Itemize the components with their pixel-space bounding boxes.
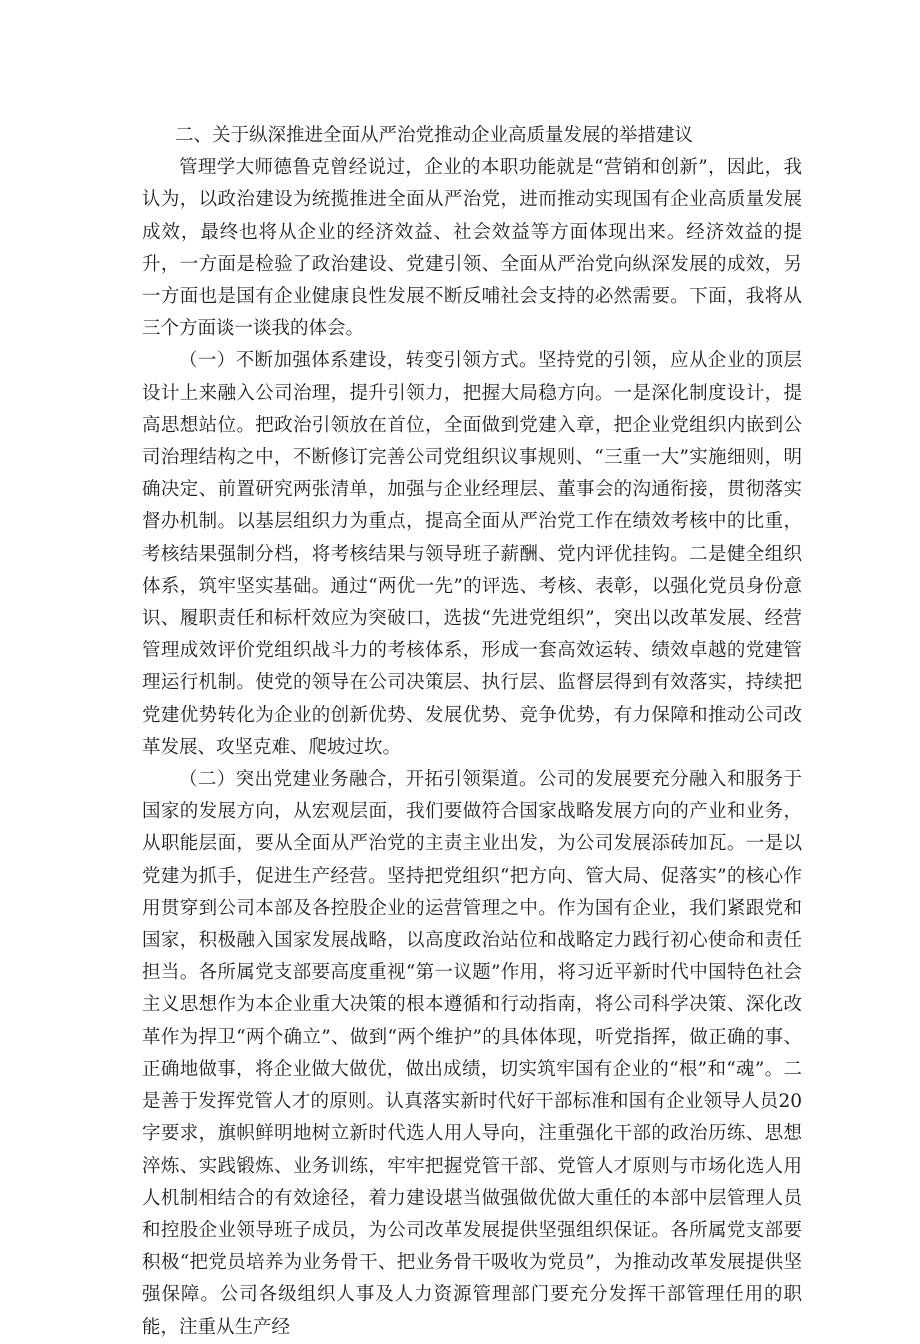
paragraph-system-building: （一）不断加强体系建设，转变引领方式。坚持党的引领，应从企业的顶层设计上来融入公司治理，提升引领力，把握大局稳方向。一是深化制度设计，提高思想站位。把政治引领放在首位，全面做到党建入章，把企业党组织内嵌到公司治理结构之中，不断修订完善公司党组织议事规则、“三重一大”实施细则，明确决定、前置研究两张清单，加强与企业经理层、董事会的沟通衔接，贯彻落实督办机制。以基层组织力为重点，提高全面从严治党工作在绩效考核中的比重，考核结果强制分档，将考核结果与领导班子薪酬、党内评优挂钩。二是健全组织体系，筑牢坚实基础。通过“两优一先”的评选、考核、表彰，以强化党员身份意识、履职责任和标杆效应为突破口，选拔“先进党组织”，突出以改革发展、经营管理成效评价党组织战斗力的考核体系，形成一套高效运转、绩效卓越的党建管理运行机制。使党的领导在公司决策层、执行层、监督层得到有效落实，持续把党建优势转化为企业的创新优势、发展优势、竞争优势，有力保障和推动公司改革发展、攻坚克难、爬坡过坎。 bbox=[142, 350, 802, 758]
section-heading: 二、关于纵深推进全面从严治党推动企业高质量发展的举措建议 bbox=[175, 125, 694, 146]
paragraph-intro: 管理学大师德鲁克曾经说过，企业的本职功能就是“营销和创新”，因此，我认为，以政治建设为统揽推进全面从严治党，进而推动实现国有企业高质量发展成效，最终也将从企业的经济效益、社会效益等方面体现出来。经济效益的提升，一方面是检验了政治建设、党建引领、全面从严治党向纵深发展的成效，另一方面也是国有企业健康良性发展不断反哺社会支持的必然需要。下面，我将从三个方面谈一谈我的体会。 bbox=[142, 157, 802, 340]
document-page bbox=[142, 120, 802, 1344]
paragraph-business-integration: （二）突出党建业务融合，开拓引领渠道。公司的发展要充分融入和服务于国家的发展方向，从宏观层面，我们要做符合国家战略发展方向的产业和业务，从职能层面，要从全面从严治党的主责主业出发，为公司发展添砖加瓦。一是以党建为抓手，促进生产经营。坚持把党组织“把方向、管大局、促落实”的核心作用贯穿到公司本部及各控股企业的运营管理之中。作为国有企业，我们紧跟党和国家，积极融入国家发展战略，以高度政治站位和战略定力践行初心使命和责任担当。各所属党支部要高度重视“第一议题”作用，将习近平新时代中国特色社会主义思想作为本企业重大决策的根本遵循和行动指南，将公司科学决策、深化改革作为捍卫“两个确立”、做到“两个维护”的具体体现，听党指挥，做正确的事、正确地做事，将企业做大做优，做出成绩，切实筑牢国有企业的“根”和“魂”。二是善于发挥党管人才的原则。认真落实新时代好干部标准和国有企业领导人员20字要求，旗帜鲜明地树立新时代选人用人导向，注重强化干部的政治历练、思想淬炼、实践锻炼、业务训练，牢牢把握党管干部、党管人才原则与市场化选人用人机制相结合的有效途径，着力建设堪当做强做优做大重任的本部中层管理人员和控股企业领导班子成员，为公司改革发展提供坚强组织保证。各所属党支部要积极“把党员培养为业务骨干、把业务骨干吸收为党员”，为推动改革发展提供坚强保障。公司各级组织人事及人力资源管理部门要充分发挥干部管理任用的职能，注重从生产经 bbox=[142, 769, 802, 1338]
